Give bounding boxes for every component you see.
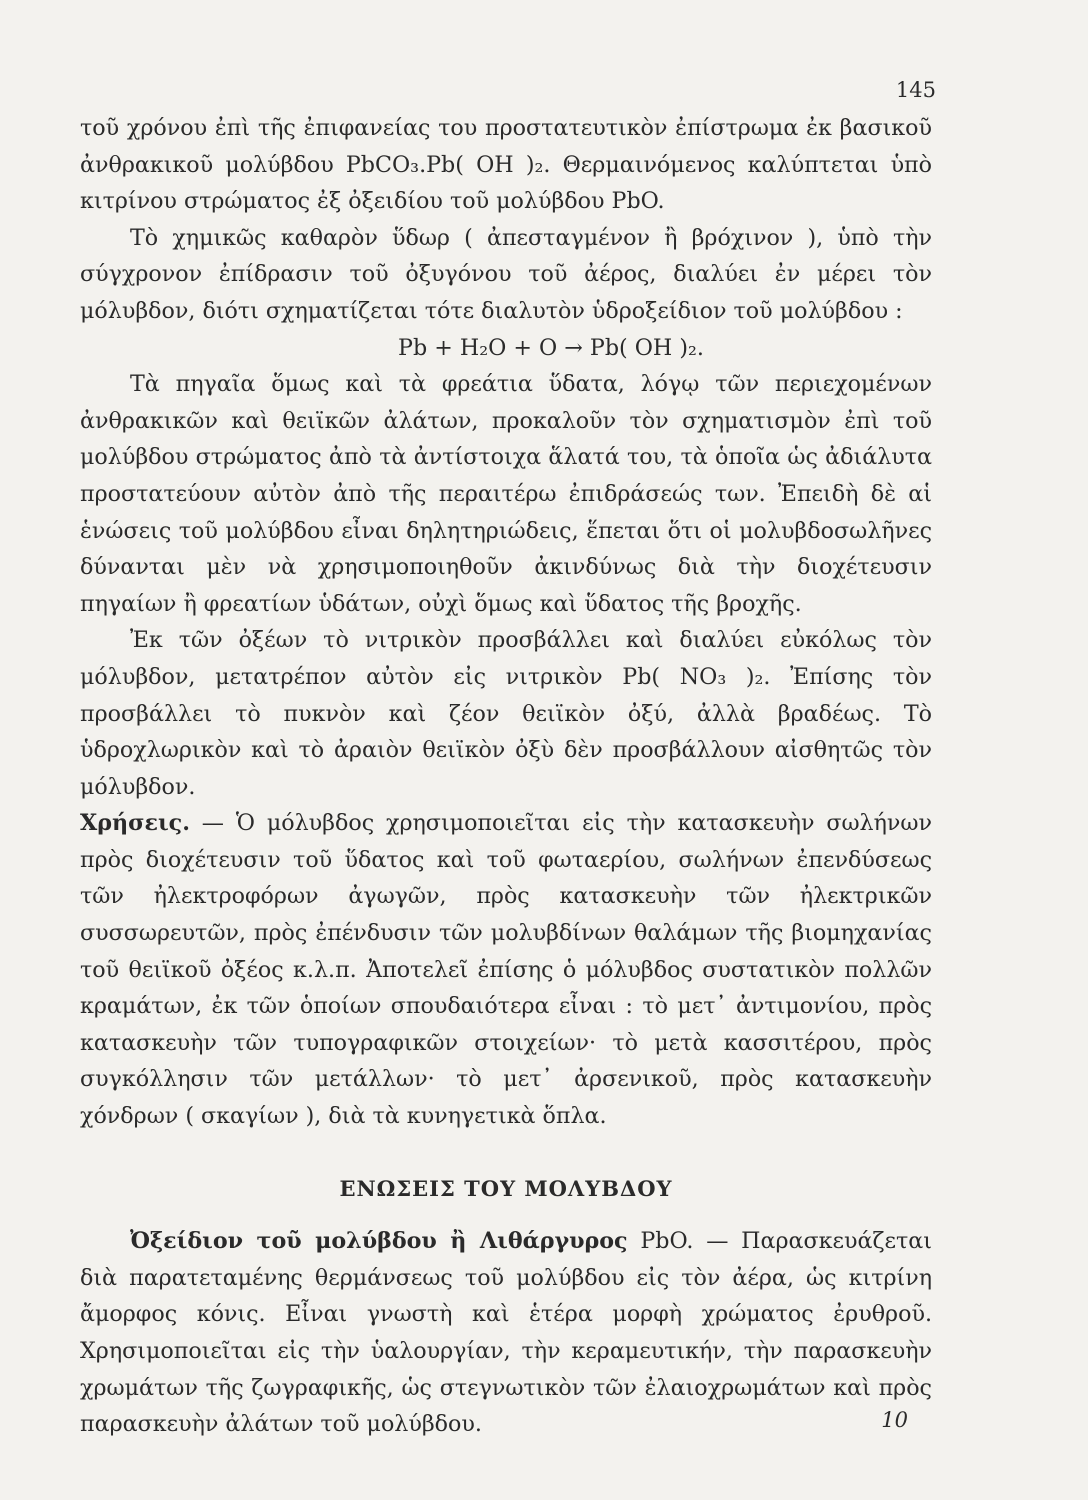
paragraph-lead-coating: τοῦ χρόνου ἐπὶ τῆς ἐπιφανείας του προστατευτικὸν ἐπίστρωμα ἐκ βασικοῦ ἀνθρακικοῦ μολύβδου PbCO₃.Pb( OH )₂. Θερμαινόμενος καλύπτεται ὑπὸ κιτρίνου στρώματος ἐξ ὀξειδίου τοῦ μολύβδου PbO. — [80, 115, 932, 215]
page-number: 145 — [895, 78, 936, 102]
lead-oxide-text: PbO. — Παρασκευάζεται διὰ παρατεταμένης θερμάνσεως τοῦ μολύβδου εἰς τὸν ἀέρα, ὡς κιτρίνη ἄμορφος κόνις. Εἶναι γνωστὴ καὶ ἑτέρα μορφὴ χρώματος ἐρυθροῦ. Χρησιμοποιεῖται εἰς τὴν ὑαλουργίαν, τὴν κεραμευτικήν, τὴν παρασκευὴν χρωμάτων τῆς ζωγραφικῆς, ὡς στεγνωτικὸν τῶν ἐλαιοχρωμάτων καὶ πρὸς παρασκευὴν ἀλάτων τοῦ μολύβδου. — [80, 1228, 932, 1438]
section-heading: ΕΝΩΣΕΙΣ ΤΟΥ ΜΟΛΥΒΔΟΥ — [339, 1175, 673, 1201]
signature-mark: 10 — [881, 1408, 908, 1432]
uses-text: — Ὁ μόλυβδος χρησιμοποιεῖται εἰς τὴν κατασκευὴν σωλήνων πρὸς διοχέτευσιν τοῦ ὕδατος καὶ τοῦ φωταερίου, σωλήνων ἐπενδύσεως τῶν ἠλεκτροφόρων ἀγωγῶν, πρὸς κατασκευὴν τῶν ἠλεκτρικῶν συσσωρευτῶν, πρὸς ἐπένδυσιν τῶν μολυβδίνων θαλάμων τῆς βιομηχανίας τοῦ θειϊκοῦ ὀξέος κ.λ.π. Ἀποτελεῖ ἐπίσης ὁ μόλυβδος συστατικὸν πολλῶν κραμάτων, ἐκ τῶν ὁποίων σπουδαιότερα εἶναι : τὸ μετ᾽ ἀντιμονίου, πρὸς κατασκευὴν τῶν τυπογραφικῶν στοιχείων· τὸ μετὰ κασσιτέρου, πρὸς συγκόλλησιν τῶν μετάλλων· τὸ μετ᾽ ἀρσενικοῦ, πρὸς κατασκευὴν χόνδρων ( σκαγίων ), διὰ τὰ κυνηγετικὰ ὅπλα. — [80, 810, 932, 1130]
equation-lead-hydroxide: Pb + H₂O + O → Pb( OH )₂. — [398, 334, 704, 361]
paragraph-spring-water: Τὰ πηγαῖα ὅμως καὶ τὰ φρεάτια ὕδατα, λόγῳ τῶν περιεχομένων ἀνθρακικῶν καὶ θειϊκῶν ἀλάτων, προκαλοῦν τὸν σχηματισμὸν ἐπὶ τοῦ μολύβδου στρώματος ἀπὸ τὰ ἀντίστοιχα ἅλατά του, τὰ ὁποῖα ὡς ἀδιάλυτα προστατεύουν αὐτὸν ἀπὸ τῆς περαιτέρω ἐπιδράσεώς των. Ἐπειδὴ δὲ αἱ ἑνώσεις τοῦ μολύβδου εἶναι δηλητηριώδεις, ἕπεται ὅτι οἱ μολυβδοσωλῆνες δύνανται μὲν νὰ χρησιμοποιηθοῦν ἀκινδύνως διὰ τὴν διοχέτευσιν πηγαίων ἢ φρεατίων ὑδάτων, οὐχὶ ὅμως καὶ ὕδατος τῆς βροχῆς. — [80, 371, 932, 617]
uses-label: Χρήσεις. — [80, 810, 190, 837]
lead-oxide-label: Ὀξείδιον τοῦ μολύβδου ἢ Λιθάργυρος — [130, 1228, 628, 1255]
paragraph-uses — [80, 805, 932, 1134]
paragraph-lead-oxide — [80, 1223, 932, 1443]
page-content — [80, 110, 932, 1443]
paragraph-acids: Ἐκ τῶν ὀξέων τὸ νιτρικὸν προσβάλλει καὶ διαλύει εὐκόλως τὸν μόλυβδον, μετατρέπον αὐτὸν εἰς νιτρικὸν Pb( NO₃ )₂. Ἐπίσης τὸν προσβάλλει τὸ πυκνὸν καὶ ζέον θειϊκὸν ὀξύ, ἀλλὰ βραδέως. Τὸ ὑδροχλωρικὸν καὶ τὸ ἀραιὸν θειϊκὸν ὀξὺ δὲν προσβάλλουν αἰσθητῶς τὸν μόλυβδον. — [80, 627, 932, 800]
paragraph-pure-water: Τὸ χημικῶς καθαρὸν ὕδωρ ( ἀπεσταγμένον ἢ βρόχινον ), ὑπὸ τὴν σύγχρονον ἐπίδρασιν τοῦ ὀξυγόνου τοῦ ἀέρος, διαλύει ἐν μέρει τὸν μόλυβδον, διότι σχηματίζεται τότε διαλυτὸν ὑδροξείδιον τοῦ μολύβδου : — [80, 224, 932, 324]
